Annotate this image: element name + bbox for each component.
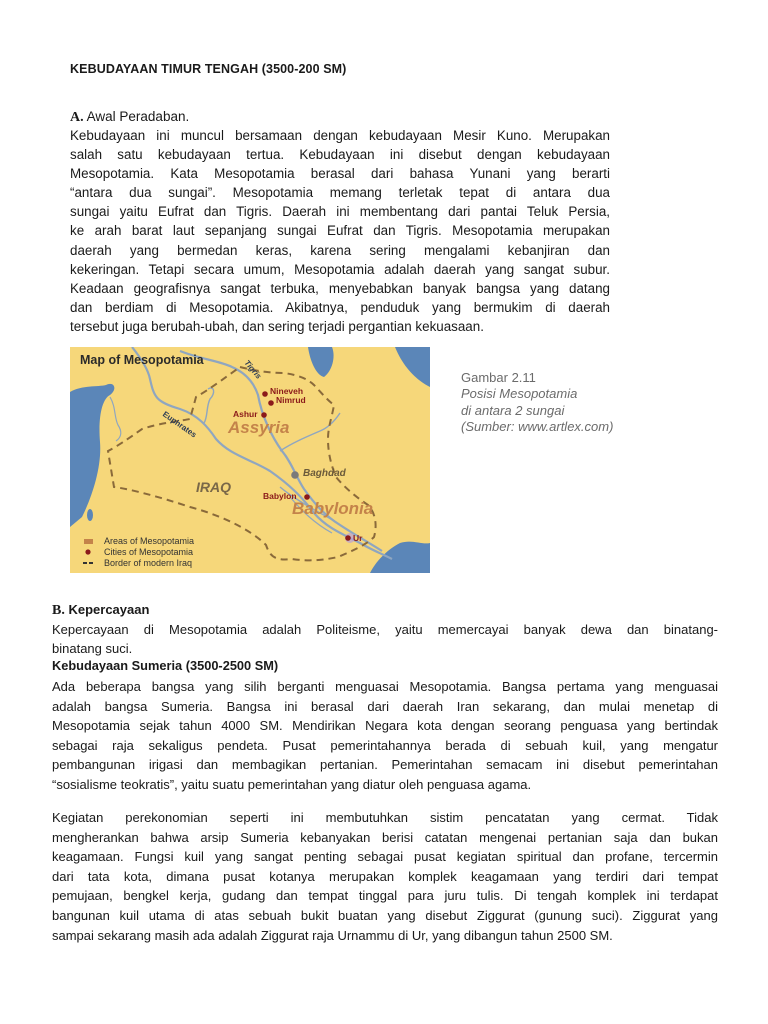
- figure-caption-line1: Posisi Mesopotamia: [461, 386, 578, 402]
- text-line: adalah bangsa Sumeria. Bangsa ini berasal dari daerah Iran sekarang, dan mulai menetap di: [52, 698, 718, 714]
- sumeria-paragraph-2: [52, 808, 718, 945]
- section-a-paragraph: [70, 126, 610, 336]
- text-line: sungai yaitu Eufrat dan Tigris. Daerah ini membentang dari pantai Teluk Persia,: [70, 204, 610, 220]
- legend-border: Border of modern Iraq: [104, 558, 193, 568]
- section-b-heading: [52, 602, 149, 619]
- text-line: dari tata kota, dimana pusat kotanya merupakan komplek keagamaan yang terdiri dari tempat: [52, 868, 718, 884]
- text-line: salah satu kebudayaan tertua. Kebudayaan ini disebut dengan kebudayaan: [70, 147, 610, 163]
- region-babylonia: Babylonia: [292, 499, 374, 518]
- text-line: sebagai raja sekaligus pendeta. Pusat pemerintahannya berada di sebuah kuil, yang mengatur: [52, 737, 718, 753]
- text-line: keagamaan. Fungsi kuil yang sangat penting sebagai pusat kegiatan spiritual dan profane, tercermin: [52, 849, 718, 865]
- text-line: Kepercayaan di Mesopotamia adalah Politeisme, yaitu memercayai banyak dewa dan binatang-: [52, 622, 718, 637]
- figure-source: (Sumber: www.artlex.com): [461, 418, 614, 434]
- text-line: sampai sekarang masih ada adalah Ziggurat raja Urnammu di Ur, yang dibangun tahun 2500 SM.: [52, 927, 613, 943]
- text-line: kekeringan. Tetapi secara umum, Mesopotamia adalah daerah yang sangat subur.: [70, 261, 610, 277]
- text-line: pemujaan, bengkel kerja, gudang dan tempat tinggal para juru tulis. Di tengah komplek ini terdapat: [52, 888, 718, 904]
- sumeria-paragraph-1: [52, 677, 718, 795]
- figure-caption-line2: di antara 2 sungai: [461, 402, 565, 418]
- river-label-euphrates: Euphrates: [160, 409, 199, 440]
- river-label-tigris: Tigris: [242, 358, 264, 381]
- text-line: tersebut juga berubah-ubah, dan sering terjadi pergantian kekuasaan.: [70, 318, 484, 334]
- section-b-paragraph: [52, 620, 718, 658]
- section-a-title: Awal Peradaban.: [86, 109, 190, 124]
- document-title: KEBUDAYAAN TIMUR TENGAH (3500-200 SM): [70, 62, 347, 76]
- text-line: “antara dua sungai”. Mesopotamia memang terletak tepat di antara dua: [70, 185, 610, 201]
- sumeria-heading: Kebudayaan Sumeria (3500-2500 SM): [52, 658, 279, 673]
- city-babylon: Babylon: [263, 491, 297, 501]
- figure-label: Gambar 2.11: [461, 370, 536, 385]
- text-line: mengherankan bahwa arsip Sumeria kebanyakan berisi catatan mengenai pertanian saja dan bukan: [52, 829, 718, 845]
- text-line: Mesopotamia. Kata Mesopotamia berasal dari bahasa Yunani yang berarti: [70, 166, 610, 182]
- city-baghdad: Baghdad: [303, 468, 346, 479]
- text-line: dan berdiam di Mesopotamia. Akibatnya, penduduk yang bermukim di daerah: [70, 299, 610, 315]
- region-assyria: Assyria: [228, 418, 290, 437]
- city-nimrud: Nimrud: [276, 395, 306, 405]
- text-line: Mesopotamia sejak tahun 4000 SM. Mendirikan Negara kota dengan seorang penguasa yang bertindak: [52, 718, 718, 734]
- section-a-letter: A.: [70, 110, 84, 125]
- text-line: bangunan kuil utama di atas sebuah bukit buatan yang disebut Ziggurat (gunung suci). Ziggurat yang: [52, 907, 718, 923]
- legend-areas: Areas of Mesopotamia: [104, 536, 195, 546]
- text-line: Keadaan geografisnya sangat terbuka, menyebabkan banyak bangsa yang datang: [70, 280, 610, 296]
- section-a-heading: [70, 109, 189, 126]
- legend-cities: Cities of Mesopotamia: [104, 547, 194, 557]
- text-line: daerah yang bermedan keras, karena sering mengalami kebanjiran dan: [70, 242, 610, 258]
- section-b-letter: B.: [52, 603, 65, 618]
- text-line: Kegiatan perekonomian seperti ini membutuhkan sistim pencatatan yang cermat. Tidak: [52, 810, 718, 825]
- city-ashur: Ashur: [233, 409, 258, 419]
- city-ur: Ur: [353, 533, 363, 543]
- map-title: Map of Mesopotamia: [80, 353, 204, 367]
- text-line: binatang suci.: [52, 641, 133, 656]
- text-line: Kebudayaan ini muncul bersamaan dengan kebudayaan Mesir Kuno. Merupakan: [70, 128, 610, 143]
- text-line: “sosialisme teokratis”, yaitu suatu pemerintahan yang diatur oleh penguasa agama.: [52, 776, 532, 792]
- section-b-title: Kepercayaan: [68, 602, 150, 617]
- region-iraq: IRAQ: [196, 479, 231, 495]
- text-line: Ada beberapa bangsa yang silih berganti menguasai Mesopotamia. Bangsa pertama yang menguasai: [52, 679, 718, 694]
- mesopotamia-map: [70, 347, 430, 573]
- city-nineveh: Nineveh: [270, 386, 304, 396]
- figure-caption: [461, 370, 613, 435]
- text-line: ke arah barat laut sepanjang sungai Eufrat dan Tigris. Mesopotamia merupakan: [70, 223, 610, 239]
- text-line: pembangunan irigasi dan membagikan pertanian. Pemerintahan semacam ini disebut pemerintahan: [52, 757, 718, 773]
